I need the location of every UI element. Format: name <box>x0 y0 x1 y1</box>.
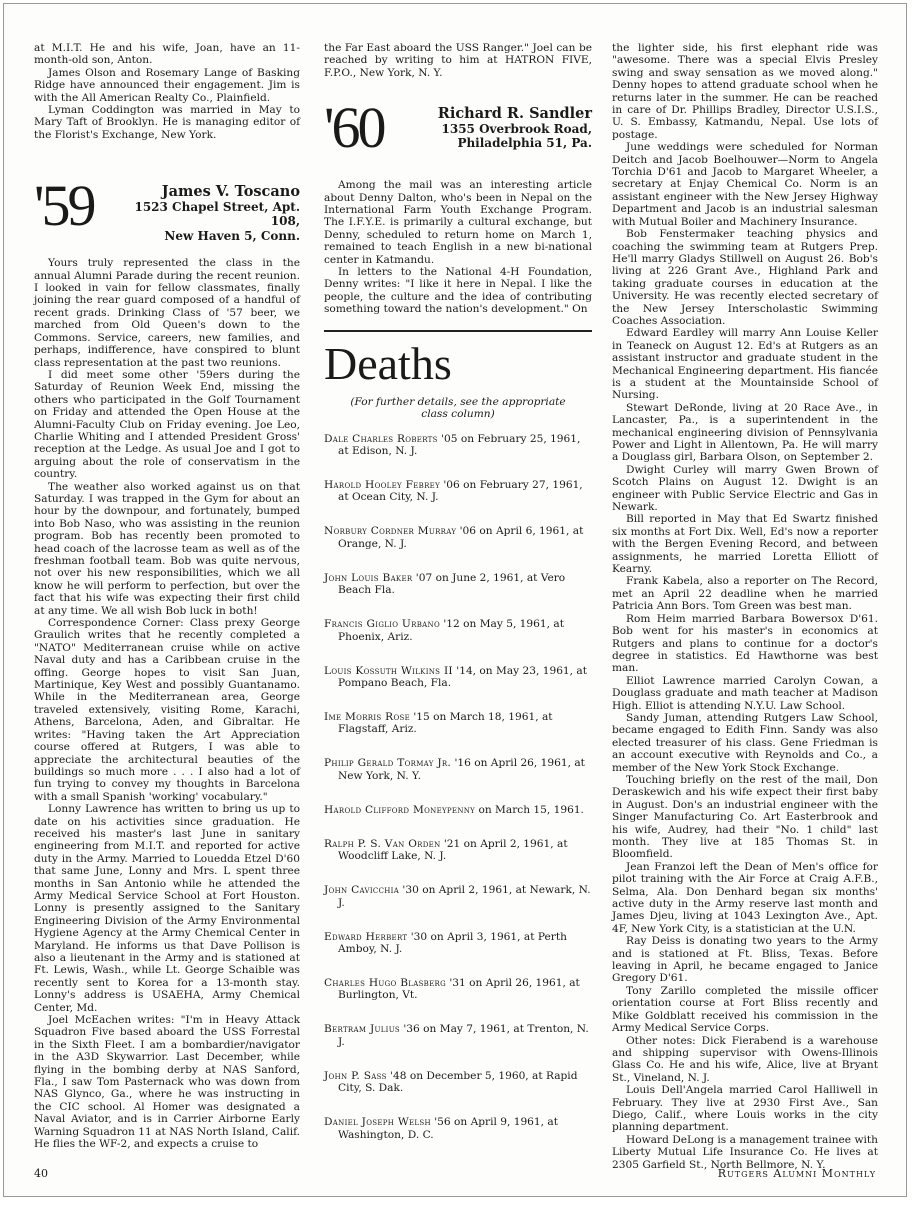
paragraph: Louis Dell'Angela married Carol Halliwell in February. They live at 2930 First Ave., San Diego, Calif., where Louis works in the city planning department. <box>612 1084 878 1134</box>
paragraph: James Olson and Rosemary Lange of Basking Ridge have announced their engagement. Jim is with the All American Realty Co., Plainfield. <box>34 66 300 104</box>
paragraph: Lyman Coddington was married in May to Mary Taft of Brooklyn. He is managing editor of the Florist's Exchange, New York. <box>34 104 300 141</box>
paragraph: Edward Eardley will marry Ann Louise Keller in Teaneck on August 12. Ed's at Rutgers as an assistant instructor and graduate student in the Mechanical Engineering department. His fiancée is a student at the Mountainside School of Nursing. <box>612 327 878 402</box>
death-details: '06 on April 6, 1961, at Orange, N. J. <box>338 525 584 550</box>
paragraph: the Far East aboard the USS Ranger." Joel can be reached by writing to him at HATRON FIVE, F.P.O., New York, N. Y. <box>324 42 592 79</box>
class-secretary-address <box>414 99 592 151</box>
paragraph: Frank Kabela, also a reporter on The Record, met an April 22 deadline when he married Patricia Ann Bors. Tom Green was best man. <box>612 575 878 613</box>
death-details: '15 on March 18, 1961, at Flagstaff, Ariz. <box>338 710 553 736</box>
section-divider <box>324 330 592 332</box>
paragraph: Joel McEachen writes: "I'm in Heavy Attack Squadron Five based aboard the USS Forrestal in the Sixth Fleet. I am a bombardier/navigator in the A3D Skywarrior. Last December, while flying in the bombing derby at NAS Sanford, Fla., I saw Tom Pasternack who was down from NAS Glynco, Ga., where he was instructing in the CIC school. Al Homer was designated a Naval Aviator, and is in Carrier Airborne Early Warning Squadron 11 at NAS North Island, Calif. He flies the WF-2, and expects a cruise to <box>34 1014 300 1151</box>
paragraph: Among the mail was an interesting article about Denny Dalton, who's been in Nepal on the International Farm Youth Exchange Program. The I.F.Y.E. is primarily a cultural exchange, but Denny, scheduled to return home on March 1, remained to teach English in a new bi-national center in Katmandu. <box>324 179 592 266</box>
paragraph: Rom Heim married Barbara Bowersox D'61. Bob went for his master's in economics at Rutgers and plans to continue for a doctor's degree in statistics. Ed Hawthorne was best man. <box>612 612 878 675</box>
death-details: '30 on April 3, 1961, at Perth Amboy, N. J. <box>338 930 567 955</box>
paragraph: The weather also worked against us on that Saturday. I was trapped in the Gym for about an hour by the downpour, and fortunately, bumped into Bob Naso, who was assisting in the reunion program. Bob has recently been promoted to head coach of the lacrosse team as well as of the freshman football team. Bob was quite nervous, not over his new responsibilities, which we all know he will perform to perfection, but over the fact that his wife was expecting their first child at any time. We all wish Bob luck in both! <box>34 480 300 617</box>
death-notice <box>324 665 592 690</box>
section-note: (For further details, see the appropriate class column) <box>350 395 566 421</box>
death-notice <box>324 433 592 458</box>
paragraph: Correspondence Corner: Class prexy George Graulich writes that he recently completed a "NATO" Mediterranean cruise while on active Naval duty and has a Caribbean cruise in the offing. George hopes to visit San Juan, Martinique, Key West and possibly Guantanamo. While in the Mediterranean area, George traveled extensively, visiting Rome, Karachi, Athens, Barcelona, Aden, and Gibraltar. He writes: "Having taken the Art Appreciation course offered at Rutgers, I was able to appreciate the architectural beauties of the buildings so much more . . . I also had a lot of fun trying to convey my thoughts in Barcelona with a small Spanish 'working' vocabulary." <box>34 617 300 803</box>
deceased-name: Philip Gerald Tormay Jr. <box>324 757 452 770</box>
paragraph: In letters to the National 4-H Foundation, Denny writes: "I like it here in Nepal. I like the people, the culture and the idea of contributing something toward the nation's development." On <box>324 266 592 316</box>
paragraph: the lighter side, his first elephant ride was "awesome. There was a special Elvis Presley swing and sway sensation as we moved along." Denny hopes to attend graduate school when he returns later in the summer. He can be reached in care of Dr. Phillips Bradley, Director U.S.I.S., U. S. Embassy, Katmandu, Nepal. Use lots of postage. <box>612 42 878 141</box>
deceased-name: Daniel Joseph Welsh <box>324 1116 431 1129</box>
paragraph: June weddings were scheduled for Norman Deitch and Jacob Boelhouwer—Norm to Angela Torchia D'61 and Jacob to Margaret Wheeler, a secretary at Enjay Chemical Co. Norm is an assistant engineer with the New Jersey Highway Department and Jacob is an industrial salesman with Mutual Boiler and Machinery Insurance. <box>612 141 878 228</box>
death-notice <box>324 572 592 597</box>
death-notice <box>324 525 592 550</box>
paragraph: Stewart DeRonde, living at 20 Race Ave., in Lancaster, Pa., is a superintendent in the mechanical engineering division of Pennsylvania Power and Light in Allentown, Pa. He will marry a Douglass girl, Barbara Olson, on September 2. <box>612 401 878 464</box>
address-line: Philadelphia 51, Pa. <box>457 136 592 151</box>
death-details: '12 on May 5, 1961, at Phoenix, Ariz. <box>338 618 564 643</box>
deaths-list <box>324 433 592 1142</box>
class-secretary-name: James V. Toscano <box>161 183 300 201</box>
page-number: 40 <box>34 1167 48 1180</box>
death-notice <box>324 618 592 643</box>
paragraph: Howard DeLong is a management trainee with Liberty Mutual Life Insurance Co. He lives at 2305 Garfield St., North Bellmore, N. Y. <box>612 1133 878 1171</box>
deceased-name: Bertram Julius <box>324 1023 401 1036</box>
death-details: '31 on April 26, 1961, at Burlington, Vt. <box>338 976 580 1002</box>
paragraph: Other notes: Dick Fierabend is a warehouse and shipping supervisor with Owens-Illinois Glass Co. He and his wife, Alice, live at Bryant St., Vineland, N. J. <box>612 1034 878 1084</box>
death-notice <box>324 757 592 782</box>
death-notice <box>324 977 592 1002</box>
deceased-name: Harold Hooley Febrey <box>324 478 440 491</box>
column-left <box>34 42 300 1151</box>
deceased-name: Edward Herbert <box>324 930 408 943</box>
death-details: '16 on April 26, 1961, at New York, N. Y. <box>338 757 585 782</box>
death-notice <box>324 479 592 504</box>
deceased-name: Louis Kossuth Wilkins II <box>324 664 453 677</box>
death-details: '14, on May 23, 1961, at Pompano Beach, Fla. <box>338 664 587 689</box>
class-secretary-name: Richard R. Sandler <box>437 105 592 123</box>
column-middle <box>324 42 592 1163</box>
death-notice <box>324 1116 592 1141</box>
deceased-name: Ralph P. S. Van Orden <box>324 837 441 850</box>
deceased-name: John Cavicchia <box>324 884 400 897</box>
death-details: '21 on April 2, 1961, at Woodcliff Lake, N. J. <box>338 837 568 863</box>
deceased-name: John Louis Baker <box>324 571 413 584</box>
death-notice <box>324 804 592 816</box>
death-notice <box>324 838 592 863</box>
paragraph: Sandy Juman, attending Rutgers Law School, became engaged to Edith Finn. Sandy was also elected treasurer of his class. Gene Friedman is an account executive with Reynolds and Co., a member of the New York Stock Exchange. <box>612 711 878 774</box>
death-details: '48 on December 5, 1960, at Rapid City, S. Dak. <box>338 1069 578 1095</box>
class-year: '59 <box>34 173 94 239</box>
paragraph: Elliot Lawrence married Carolyn Cowan, a Douglass graduate and math teacher at Madison High. Elliot is attending N.Y.U. Law School. <box>612 674 878 712</box>
address-line: 1523 Chapel Street, Apt. 108, <box>134 199 300 229</box>
paragraph: Ray Deiss is donating two years to the Army and is stationed at Ft. Bliss, Texas. Before leaving in April, he became engaged to Janice Gregory D'61. <box>612 935 878 985</box>
section-title: Deaths <box>324 337 452 389</box>
paragraph: Touching briefly on the rest of the mail, Don Deraskewich and his wife expect their first baby in August. Don's an industrial engineer with the Singer Manufacturing Co. Art Easterbrook and his wife, Audrey, had their "No. 1 child" last month. They live at 185 Thomas St. in Bloomfield. <box>612 773 878 861</box>
magazine-name: Rutgers Alumni Monthly <box>717 1167 876 1180</box>
paragraph: Yours truly represented the class in the annual Alumni Parade during the recent reunion. I looked in vain for fellow classmates, finally joining the rear guard composed of a handful of recent grads. Drinking Class of '57 beer, we marched from Old Queen's down to the Commons. Service, careers, new families, and perhaps, indifference, have conspired to blunt class representation at the past two reunions. <box>34 257 300 369</box>
magazine-page <box>3 3 907 1197</box>
paragraph: Bob Fenstermaker teaching physics and coaching the swimming team at Rutgers Prep. He'll marry Gladys Stillwell on August 26. Bob's living at 226 Grant Ave., Highland Park and taking graduate courses in education at the University. He was recently elected secretary of the New Jersey Interscholastic Swimming Coaches Association. <box>612 228 878 327</box>
deceased-name: Harold Clifford Moneypenny <box>324 803 476 816</box>
death-notice <box>324 711 592 736</box>
paragraph: at M.I.T. He and his wife, Joan, have an 11-month-old son, Anton. <box>34 42 300 67</box>
paragraph: Bill reported in May that Ed Swartz finished six months at Fort Dix. Well, Ed's now a reporter with the Bergen Evening Record, and between assignments, he married Loretta Elliott of Kearny. <box>612 513 878 576</box>
class-heading-1959 <box>34 173 300 243</box>
paragraph: Jean Franzoi left the Dean of Men's office for pilot training with the Air Force at Craig A.F.B., Selma, Ala. Don Denhard began six months' active duty in the Army reserve last month and James Djeu, living at 1043 Lexington Ave., Apt. 4F, New York City, is a statistician at the U.N. <box>612 860 878 935</box>
address-line: 1355 Overbrook Road, <box>441 121 592 136</box>
paragraph: I did meet some other '59ers during the Saturday of Reunion Week End, missing the others who participated in the Golf Tournament on Friday and attended the Open House at the Alumni-Faculty Club on Friday evening. Joe Leo, Charlie Whiting and I attended President Gross' reception at the Ledge. As usual Joe and I got to arguing about the role of conservatism in the country. <box>34 368 300 481</box>
paragraph: Tony Zarillo completed the missile officer orientation course at Fort Bliss recently and Mike Goldblatt received his commission in the Army Medical Service Corps. <box>612 984 878 1035</box>
death-details: '06 on February 27, 1961, at Ocean City, N. J. <box>338 478 583 504</box>
column-right <box>612 42 878 1171</box>
death-details: '36 on May 7, 1961, at Trenton, N. J. <box>338 1023 589 1048</box>
paragraph: Dwight Curley will marry Gwen Brown of Scotch Plains on August 12. Dwight is an engineer with Public Service Electric and Gas in Newark. <box>612 463 878 514</box>
class-heading-1960 <box>324 95 592 161</box>
deceased-name: Francis Giglio Urbano <box>324 618 440 631</box>
death-notice <box>324 1023 592 1048</box>
death-details: '05 on February 25, 1961, at Edison, N. J. <box>338 432 581 457</box>
death-notice <box>324 931 592 956</box>
death-details: on March 15, 1961. <box>475 803 584 816</box>
death-details: '56 on April 9, 1961, at Washington, D. C. <box>338 1116 558 1141</box>
death-details: '07 on June 2, 1961, at Vero Beach Fla. <box>338 571 566 597</box>
death-details: '30 on April 2, 1961, at Newark, N. J. <box>338 884 591 909</box>
deceased-name: Charles Hugo Blasberg <box>324 976 446 989</box>
deceased-name: Ime Morris Rose <box>324 710 411 723</box>
class-year: '60 <box>324 95 384 161</box>
death-notice <box>324 884 592 909</box>
paragraph: Lonny Lawrence has written to bring us up to date on his activities since graduation. He received his master's last June in sanitary engineering from M.I.T. and reported for active duty in the Army. Married to Louedda Etzel D'60 that same June, Lonny and Mrs. L spent three months in San Antonio while he attended the Army Medical Service School at Fort Houston. Lonny is presently assigned to the Sanitary Engineering Division of the Army Environmental Hygiene Agency at the Army Chemical Center in Maryland. He informs us that Dave Pollison is also a lieutenant in the Army and is stationed at Ft. Lewis, Wash., while Lt. George Schaible was recently sent to Korea for a 13-month stay. Lonny's address is USAEHA, Army Chemical Center, Md. <box>34 803 300 1014</box>
deceased-name: John P. Sass <box>324 1069 387 1082</box>
deceased-name: Dale Charles Roberts <box>324 432 438 445</box>
class-secretary-address <box>124 177 300 243</box>
address-line: New Haven 5, Conn. <box>164 228 300 243</box>
deceased-name: Norbury Cordner Murray <box>324 525 457 538</box>
death-notice <box>324 1070 592 1095</box>
